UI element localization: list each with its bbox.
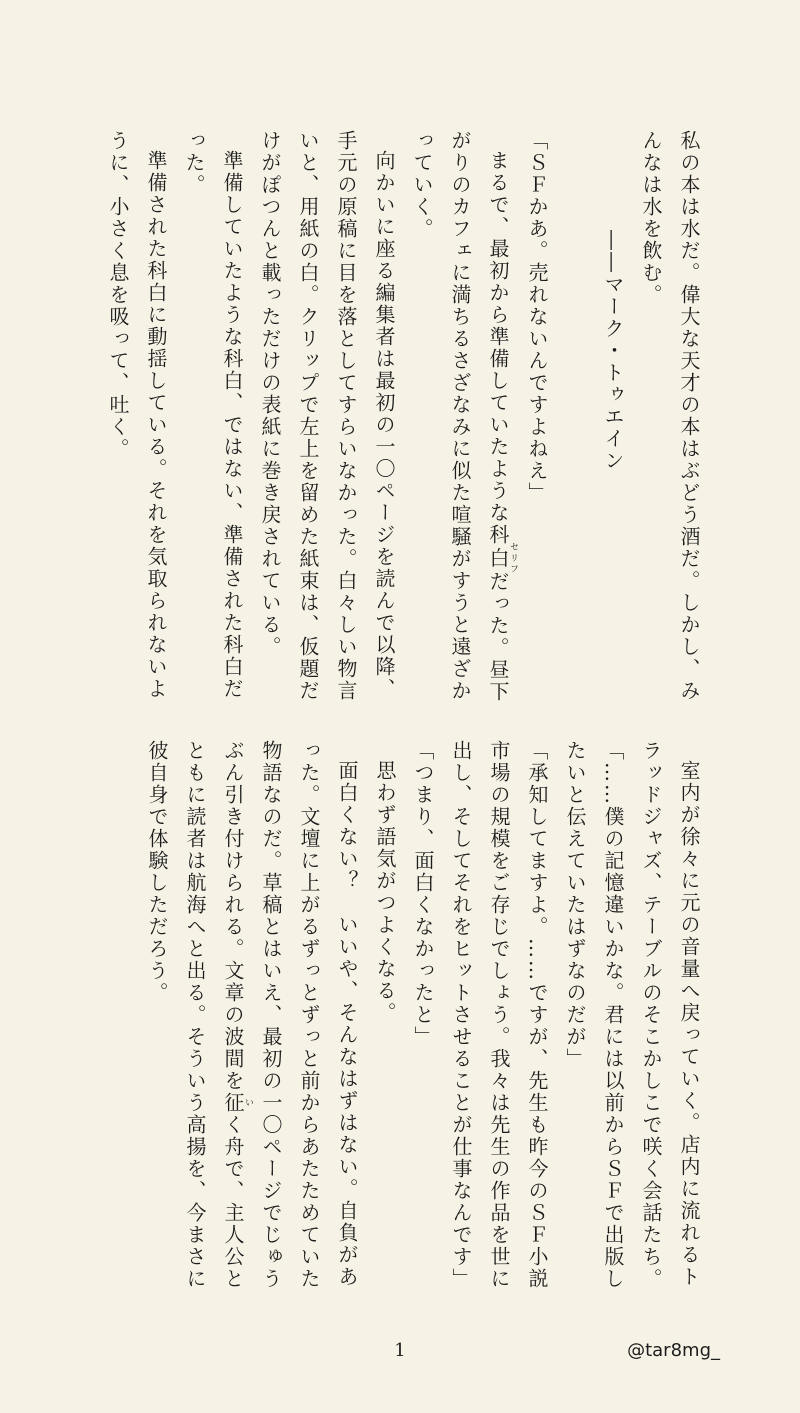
paragraph-8 [138, 740, 366, 1300]
paragraph-2-text-a: まるで、最初から準備していたような科 [486, 150, 510, 546]
ruby-serifu [486, 542, 518, 575]
ruby-reading: い [243, 1092, 253, 1114]
paragraph-5: 準備された科白に動揺している。それを気取られないように、小さく息を吸って、吐く。 [106, 130, 168, 700]
paragraph-3: 向かいに座る編集者は最初の一〇ページを読んで以降、手元の原稿に目を落としてすらいなかった。白々しい物言いと、用紙の白。クリップで左上を留めた紙束は、仮題だけがぽつんと載っただけの表紙に巻き戻されている。 [258, 130, 396, 702]
paragraph-7: 思わず語気がつよくなる。 [373, 760, 397, 1024]
epigraph-attribution: ――マーク・トゥエイン [601, 230, 625, 472]
paragraph-spacer [556, 130, 594, 140]
paragraph-dialogue-2: 「……僕の記憶違いかな。君には以前からＳＦで出版したいと伝えていたはずなのだが」 [563, 740, 625, 1290]
ruby-base: 征 [221, 1092, 245, 1114]
paragraph-dialogue-3: 「承知してますよ。……ですが、先生も昨今のＳＦ小説市場の規模をご存じでしょう。我々は先生の作品を世に出し、そしてそれをヒットさせることが仕事なんです」 [449, 740, 549, 1290]
paragraph-8-text-b: く舟で、主人公とともに読者は航海へと出る。そういう高揚を、今まさに彼自身で体験しただろう。 [145, 740, 245, 1290]
ruby-reading: セリフ [508, 542, 518, 575]
lower-text-block [138, 740, 708, 1300]
paragraph-4: 準備していたような科白、ではない、準備された科白だった。 [182, 130, 244, 700]
page-number: 1 [394, 1340, 406, 1361]
upper-text-block [99, 130, 708, 720]
ruby-yuku [221, 1092, 253, 1114]
epigraph: 私の本は水だ。偉大な天才の本はぶどう酒だ。しかし、みんなは水を飲む。 [639, 130, 701, 702]
paragraph-6: 室内が徐々に元の音量へ戻っていく。店内に流れるトラッドジャズ、テーブルのそこかしこで咲く会話たち。 [639, 740, 701, 1290]
paragraph-2 [403, 130, 518, 720]
author-handle: @tar8mg_ [627, 1340, 720, 1361]
ruby-base: 白 [486, 542, 510, 575]
paragraph-2-text-b: だった。昼下がりのカフェに満ちるさざなみに似た喧騒がすうと遠ざかっていく。 [410, 130, 510, 703]
paragraph-dialogue-4: 「つまり、面白くなかったと」 [411, 740, 435, 1048]
paragraph-dialogue-1: 「ＳＦかあ。売れないんですよねえ」 [525, 130, 549, 504]
paragraph-8-text-a: 面白くない？ いいや、そんなはずはない。自負があった。文壇に上がるずっとずっと前からあたためていた物語なのだ。草稿とはいえ、最初の一〇ページでじゅうぶん引き付けられる。文章の波間を [221, 740, 359, 1290]
